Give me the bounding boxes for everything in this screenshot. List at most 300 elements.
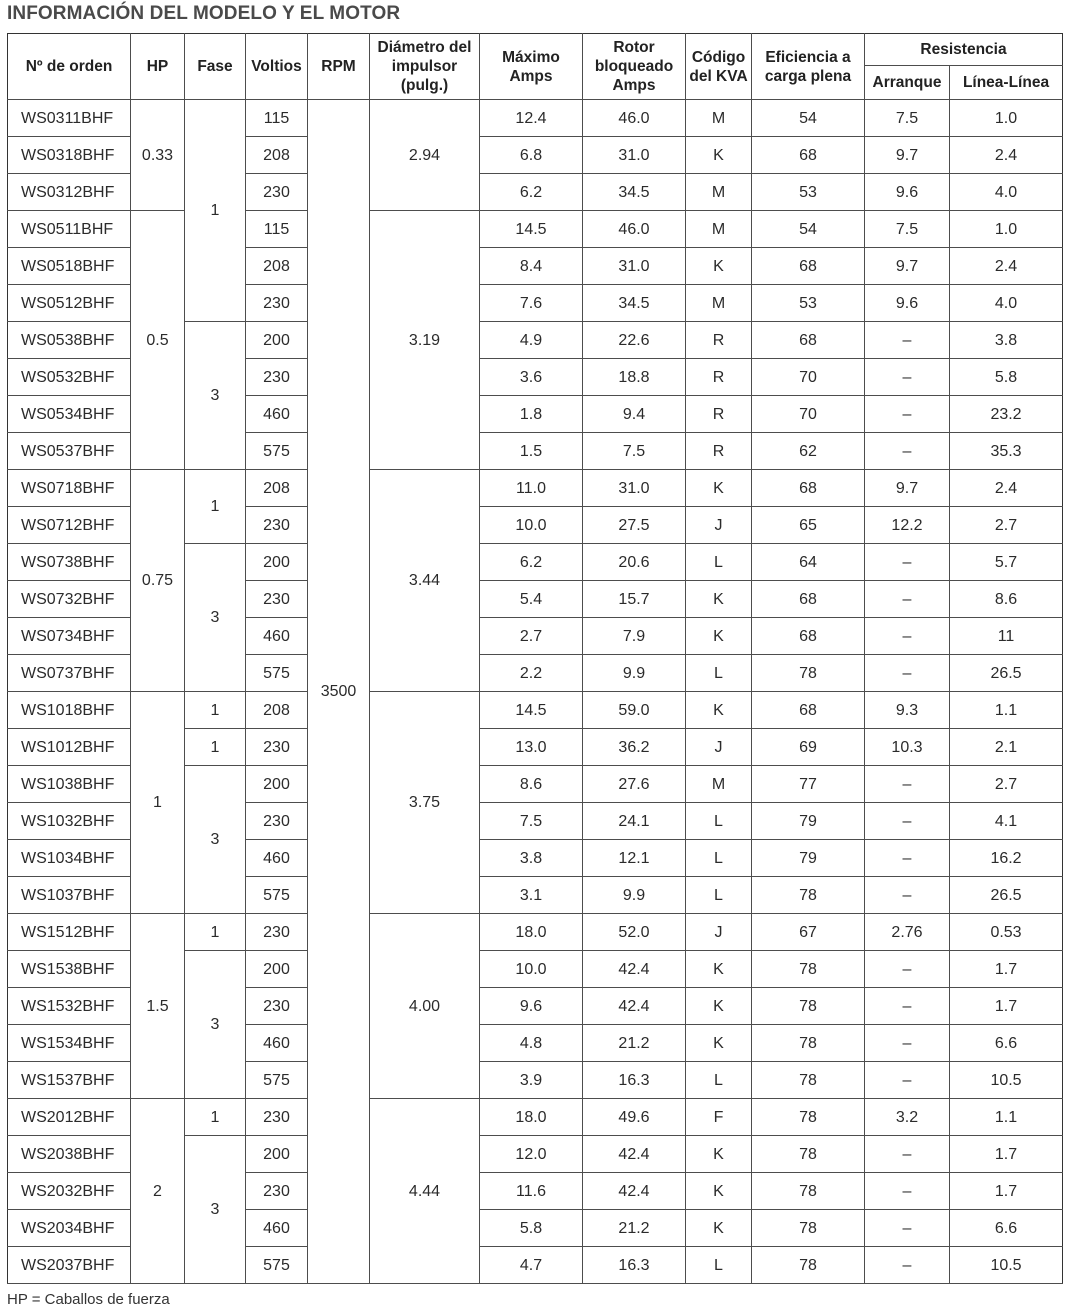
header-kva: Código del KVA: [686, 34, 752, 100]
volts-cell: 460: [246, 396, 308, 433]
line-resistance-cell: 2.1: [950, 729, 1063, 766]
header-hp: HP: [131, 34, 185, 100]
start-resistance-cell: 9.7: [865, 470, 950, 507]
kva-code-cell: R: [686, 359, 752, 396]
kva-code-cell: L: [686, 840, 752, 877]
kva-code-cell: K: [686, 137, 752, 174]
volts-cell: 208: [246, 137, 308, 174]
efficiency-cell: 78: [752, 1099, 865, 1136]
kva-code-cell: K: [686, 692, 752, 729]
line-resistance-cell: 1.0: [950, 100, 1063, 137]
line-resistance-cell: 1.1: [950, 1099, 1063, 1136]
kva-code-cell: K: [686, 951, 752, 988]
max-amps-cell: 4.7: [480, 1247, 583, 1284]
phase-cell: 1: [185, 729, 246, 766]
efficiency-cell: 78: [752, 988, 865, 1025]
start-resistance-cell: 2.76: [865, 914, 950, 951]
start-resistance-cell: –: [865, 433, 950, 470]
header-start: Arranque: [865, 66, 950, 100]
kva-code-cell: F: [686, 1099, 752, 1136]
efficiency-cell: 78: [752, 1025, 865, 1062]
locked-rotor-cell: 18.8: [583, 359, 686, 396]
locked-rotor-cell: 12.1: [583, 840, 686, 877]
start-resistance-cell: 9.6: [865, 174, 950, 211]
line-resistance-cell: 2.4: [950, 137, 1063, 174]
locked-rotor-cell: 52.0: [583, 914, 686, 951]
volts-cell: 575: [246, 433, 308, 470]
max-amps-cell: 3.8: [480, 840, 583, 877]
volts-cell: 200: [246, 766, 308, 803]
order-number-cell: WS0312BHF: [8, 174, 131, 211]
locked-rotor-cell: 42.4: [583, 951, 686, 988]
kva-code-cell: J: [686, 914, 752, 951]
max-amps-cell: 11.0: [480, 470, 583, 507]
line-resistance-cell: 8.6: [950, 581, 1063, 618]
locked-rotor-cell: 42.4: [583, 1173, 686, 1210]
start-resistance-cell: –: [865, 1136, 950, 1173]
kva-code-cell: M: [686, 100, 752, 137]
phase-cell: 1: [185, 100, 246, 322]
max-amps-cell: 4.8: [480, 1025, 583, 1062]
efficiency-cell: 78: [752, 1210, 865, 1247]
header-rpm: RPM: [308, 34, 370, 100]
locked-rotor-cell: 9.9: [583, 877, 686, 914]
locked-rotor-cell: 7.5: [583, 433, 686, 470]
volts-cell: 575: [246, 1062, 308, 1099]
efficiency-cell: 79: [752, 803, 865, 840]
efficiency-cell: 68: [752, 581, 865, 618]
volts-cell: 208: [246, 692, 308, 729]
volts-cell: 200: [246, 544, 308, 581]
hp-cell: 1: [131, 692, 185, 914]
locked-rotor-cell: 34.5: [583, 174, 686, 211]
order-number-cell: WS1538BHF: [8, 951, 131, 988]
line-resistance-cell: 5.7: [950, 544, 1063, 581]
volts-cell: 460: [246, 840, 308, 877]
kva-code-cell: K: [686, 581, 752, 618]
locked-rotor-cell: 34.5: [583, 285, 686, 322]
order-number-cell: WS1018BHF: [8, 692, 131, 729]
order-number-cell: WS2038BHF: [8, 1136, 131, 1173]
efficiency-cell: 68: [752, 692, 865, 729]
header-line-line: Línea-Línea: [950, 66, 1063, 100]
order-number-cell: WS0318BHF: [8, 137, 131, 174]
volts-cell: 230: [246, 1173, 308, 1210]
kva-code-cell: K: [686, 470, 752, 507]
locked-rotor-cell: 36.2: [583, 729, 686, 766]
line-resistance-cell: 1.1: [950, 692, 1063, 729]
line-resistance-cell: 10.5: [950, 1062, 1063, 1099]
header-max-amps: Máximo Amps: [480, 34, 583, 100]
kva-code-cell: K: [686, 1210, 752, 1247]
start-resistance-cell: 7.5: [865, 211, 950, 248]
order-number-cell: WS1032BHF: [8, 803, 131, 840]
volts-cell: 230: [246, 581, 308, 618]
kva-code-cell: M: [686, 766, 752, 803]
efficiency-cell: 54: [752, 211, 865, 248]
volts-cell: 230: [246, 1099, 308, 1136]
efficiency-cell: 68: [752, 137, 865, 174]
line-resistance-cell: 4.1: [950, 803, 1063, 840]
max-amps-cell: 14.5: [480, 692, 583, 729]
kva-code-cell: K: [686, 1173, 752, 1210]
locked-rotor-cell: 24.1: [583, 803, 686, 840]
locked-rotor-cell: 7.9: [583, 618, 686, 655]
max-amps-cell: 12.0: [480, 1136, 583, 1173]
start-resistance-cell: 9.7: [865, 248, 950, 285]
volts-cell: 460: [246, 618, 308, 655]
start-resistance-cell: –: [865, 1210, 950, 1247]
volts-cell: 230: [246, 507, 308, 544]
order-number-cell: WS0311BHF: [8, 100, 131, 137]
locked-rotor-cell: 42.4: [583, 1136, 686, 1173]
order-number-cell: WS1537BHF: [8, 1062, 131, 1099]
efficiency-cell: 77: [752, 766, 865, 803]
max-amps-cell: 4.9: [480, 322, 583, 359]
kva-code-cell: R: [686, 396, 752, 433]
max-amps-cell: 7.6: [480, 285, 583, 322]
efficiency-cell: 68: [752, 618, 865, 655]
locked-rotor-cell: 16.3: [583, 1247, 686, 1284]
hp-cell: 0.33: [131, 100, 185, 211]
line-resistance-cell: 2.4: [950, 470, 1063, 507]
max-amps-cell: 1.5: [480, 433, 583, 470]
phase-cell: 3: [185, 1136, 246, 1284]
phase-cell: 3: [185, 951, 246, 1099]
max-amps-cell: 3.9: [480, 1062, 583, 1099]
kva-code-cell: M: [686, 211, 752, 248]
line-resistance-cell: 3.8: [950, 322, 1063, 359]
table-row: [8, 1099, 1063, 1136]
volts-cell: 208: [246, 248, 308, 285]
max-amps-cell: 2.2: [480, 655, 583, 692]
max-amps-cell: 14.5: [480, 211, 583, 248]
volts-cell: 200: [246, 951, 308, 988]
order-number-cell: WS0532BHF: [8, 359, 131, 396]
hp-cell: 1.5: [131, 914, 185, 1099]
kva-code-cell: K: [686, 248, 752, 285]
order-number-cell: WS0538BHF: [8, 322, 131, 359]
phase-cell: 3: [185, 322, 246, 470]
efficiency-cell: 53: [752, 174, 865, 211]
order-number-cell: WS1534BHF: [8, 1025, 131, 1062]
line-resistance-cell: 6.6: [950, 1025, 1063, 1062]
phase-cell: 3: [185, 544, 246, 692]
volts-cell: 575: [246, 655, 308, 692]
kva-code-cell: L: [686, 1062, 752, 1099]
line-resistance-cell: 1.7: [950, 1173, 1063, 1210]
order-number-cell: WS0512BHF: [8, 285, 131, 322]
max-amps-cell: 6.2: [480, 174, 583, 211]
kva-code-cell: L: [686, 544, 752, 581]
efficiency-cell: 64: [752, 544, 865, 581]
max-amps-cell: 5.8: [480, 1210, 583, 1247]
order-number-cell: WS2032BHF: [8, 1173, 131, 1210]
order-number-cell: WS0732BHF: [8, 581, 131, 618]
start-resistance-cell: –: [865, 766, 950, 803]
header-efficiency: Eficiencia a carga plena: [752, 34, 865, 100]
diameter-cell: 3.44: [370, 470, 480, 692]
efficiency-cell: 79: [752, 840, 865, 877]
phase-cell: 1: [185, 914, 246, 951]
efficiency-cell: 78: [752, 655, 865, 692]
locked-rotor-cell: 46.0: [583, 100, 686, 137]
order-number-cell: WS0518BHF: [8, 248, 131, 285]
locked-rotor-cell: 27.5: [583, 507, 686, 544]
order-number-cell: WS0734BHF: [8, 618, 131, 655]
volts-cell: 460: [246, 1210, 308, 1247]
efficiency-cell: 68: [752, 322, 865, 359]
hp-cell: 0.75: [131, 470, 185, 692]
line-resistance-cell: 0.53: [950, 914, 1063, 951]
start-resistance-cell: –: [865, 322, 950, 359]
start-resistance-cell: 7.5: [865, 100, 950, 137]
start-resistance-cell: –: [865, 544, 950, 581]
locked-rotor-cell: 21.2: [583, 1210, 686, 1247]
diameter-cell: 4.00: [370, 914, 480, 1099]
start-resistance-cell: –: [865, 951, 950, 988]
efficiency-cell: 69: [752, 729, 865, 766]
volts-cell: 575: [246, 1247, 308, 1284]
order-number-cell: WS1034BHF: [8, 840, 131, 877]
order-number-cell: WS0718BHF: [8, 470, 131, 507]
max-amps-cell: 12.4: [480, 100, 583, 137]
volts-cell: 208: [246, 470, 308, 507]
volts-cell: 460: [246, 1025, 308, 1062]
kva-code-cell: L: [686, 803, 752, 840]
start-resistance-cell: –: [865, 840, 950, 877]
order-number-cell: WS0737BHF: [8, 655, 131, 692]
max-amps-cell: 2.7: [480, 618, 583, 655]
order-number-cell: WS0534BHF: [8, 396, 131, 433]
start-resistance-cell: 9.3: [865, 692, 950, 729]
efficiency-cell: 78: [752, 1136, 865, 1173]
efficiency-cell: 78: [752, 951, 865, 988]
diameter-cell: 3.75: [370, 692, 480, 914]
efficiency-cell: 78: [752, 1173, 865, 1210]
hp-cell: 2: [131, 1099, 185, 1284]
volts-cell: 230: [246, 359, 308, 396]
header-phase: Fase: [185, 34, 246, 100]
start-resistance-cell: –: [865, 618, 950, 655]
locked-rotor-cell: 31.0: [583, 470, 686, 507]
start-resistance-cell: 10.3: [865, 729, 950, 766]
max-amps-cell: 6.2: [480, 544, 583, 581]
table-row: [8, 211, 1063, 248]
max-amps-cell: 11.6: [480, 1173, 583, 1210]
order-number-cell: WS1512BHF: [8, 914, 131, 951]
line-resistance-cell: 2.7: [950, 507, 1063, 544]
max-amps-cell: 1.8: [480, 396, 583, 433]
order-number-cell: WS2034BHF: [8, 1210, 131, 1247]
phase-cell: 1: [185, 692, 246, 729]
line-resistance-cell: 23.2: [950, 396, 1063, 433]
efficiency-cell: 78: [752, 877, 865, 914]
volts-cell: 200: [246, 322, 308, 359]
kva-code-cell: L: [686, 655, 752, 692]
start-resistance-cell: –: [865, 396, 950, 433]
kva-code-cell: K: [686, 988, 752, 1025]
phase-cell: 3: [185, 766, 246, 914]
locked-rotor-cell: 27.6: [583, 766, 686, 803]
volts-cell: 230: [246, 729, 308, 766]
header-diameter: Diámetro del impulsor (pulg.): [370, 34, 480, 100]
max-amps-cell: 10.0: [480, 951, 583, 988]
locked-rotor-cell: 22.6: [583, 322, 686, 359]
locked-rotor-cell: 15.7: [583, 581, 686, 618]
efficiency-cell: 70: [752, 359, 865, 396]
line-resistance-cell: 26.5: [950, 877, 1063, 914]
locked-rotor-cell: 59.0: [583, 692, 686, 729]
kva-code-cell: K: [686, 618, 752, 655]
order-number-cell: WS1037BHF: [8, 877, 131, 914]
efficiency-cell: 78: [752, 1062, 865, 1099]
line-resistance-cell: 11: [950, 618, 1063, 655]
kva-code-cell: R: [686, 322, 752, 359]
efficiency-cell: 68: [752, 248, 865, 285]
start-resistance-cell: –: [865, 1062, 950, 1099]
line-resistance-cell: 4.0: [950, 174, 1063, 211]
locked-rotor-cell: 31.0: [583, 137, 686, 174]
kva-code-cell: K: [686, 1025, 752, 1062]
locked-rotor-cell: 20.6: [583, 544, 686, 581]
volts-cell: 230: [246, 174, 308, 211]
header-locked-rotor: Rotor bloqueado Amps: [583, 34, 686, 100]
line-resistance-cell: 1.0: [950, 211, 1063, 248]
order-number-cell: WS2037BHF: [8, 1247, 131, 1284]
order-number-cell: WS2012BHF: [8, 1099, 131, 1136]
start-resistance-cell: –: [865, 877, 950, 914]
start-resistance-cell: 9.7: [865, 137, 950, 174]
table-row: [8, 100, 1063, 137]
efficiency-cell: 65: [752, 507, 865, 544]
locked-rotor-cell: 9.4: [583, 396, 686, 433]
locked-rotor-cell: 31.0: [583, 248, 686, 285]
volts-cell: 200: [246, 1136, 308, 1173]
order-number-cell: WS0738BHF: [8, 544, 131, 581]
table-row: [8, 692, 1063, 729]
kva-code-cell: J: [686, 729, 752, 766]
line-resistance-cell: 35.3: [950, 433, 1063, 470]
efficiency-cell: 70: [752, 396, 865, 433]
kva-code-cell: K: [686, 1136, 752, 1173]
order-number-cell: WS1532BHF: [8, 988, 131, 1025]
motor-info-table: [7, 33, 1063, 1284]
line-resistance-cell: 10.5: [950, 1247, 1063, 1284]
start-resistance-cell: –: [865, 803, 950, 840]
max-amps-cell: 18.0: [480, 1099, 583, 1136]
start-resistance-cell: –: [865, 1247, 950, 1284]
locked-rotor-cell: 46.0: [583, 211, 686, 248]
locked-rotor-cell: 49.6: [583, 1099, 686, 1136]
line-resistance-cell: 1.7: [950, 1136, 1063, 1173]
phase-cell: 1: [185, 470, 246, 544]
table-row: [8, 914, 1063, 951]
diameter-cell: 4.44: [370, 1099, 480, 1284]
line-resistance-cell: 1.7: [950, 951, 1063, 988]
header-resistance: Resistencia: [865, 34, 1063, 66]
line-resistance-cell: 5.8: [950, 359, 1063, 396]
hp-cell: 0.5: [131, 211, 185, 470]
start-resistance-cell: –: [865, 359, 950, 396]
max-amps-cell: 6.8: [480, 137, 583, 174]
order-number-cell: WS0712BHF: [8, 507, 131, 544]
start-resistance-cell: 3.2: [865, 1099, 950, 1136]
line-resistance-cell: 4.0: [950, 285, 1063, 322]
efficiency-cell: 53: [752, 285, 865, 322]
start-resistance-cell: –: [865, 655, 950, 692]
start-resistance-cell: 12.2: [865, 507, 950, 544]
header-volts: Voltios: [246, 34, 308, 100]
volts-cell: 230: [246, 285, 308, 322]
order-number-cell: WS0537BHF: [8, 433, 131, 470]
diameter-cell: 2.94: [370, 100, 480, 211]
efficiency-cell: 54: [752, 100, 865, 137]
phase-cell: 1: [185, 1099, 246, 1136]
rpm-cell: 3500: [308, 100, 370, 1284]
start-resistance-cell: –: [865, 988, 950, 1025]
efficiency-cell: 78: [752, 1247, 865, 1284]
max-amps-cell: 5.4: [480, 581, 583, 618]
table-row: [8, 470, 1063, 507]
line-resistance-cell: 1.7: [950, 988, 1063, 1025]
kva-code-cell: M: [686, 285, 752, 322]
max-amps-cell: 8.4: [480, 248, 583, 285]
kva-code-cell: R: [686, 433, 752, 470]
volts-cell: 115: [246, 211, 308, 248]
start-resistance-cell: –: [865, 1025, 950, 1062]
line-resistance-cell: 16.2: [950, 840, 1063, 877]
line-resistance-cell: 26.5: [950, 655, 1063, 692]
kva-code-cell: L: [686, 877, 752, 914]
volts-cell: 230: [246, 803, 308, 840]
line-resistance-cell: 6.6: [950, 1210, 1063, 1247]
efficiency-cell: 62: [752, 433, 865, 470]
kva-code-cell: L: [686, 1247, 752, 1284]
line-resistance-cell: 2.7: [950, 766, 1063, 803]
max-amps-cell: 18.0: [480, 914, 583, 951]
kva-code-cell: M: [686, 174, 752, 211]
max-amps-cell: 10.0: [480, 507, 583, 544]
volts-cell: 230: [246, 988, 308, 1025]
order-number-cell: WS1012BHF: [8, 729, 131, 766]
order-number-cell: WS1038BHF: [8, 766, 131, 803]
locked-rotor-cell: 42.4: [583, 988, 686, 1025]
max-amps-cell: 7.5: [480, 803, 583, 840]
max-amps-cell: 3.6: [480, 359, 583, 396]
start-resistance-cell: –: [865, 1173, 950, 1210]
locked-rotor-cell: 16.3: [583, 1062, 686, 1099]
max-amps-cell: 9.6: [480, 988, 583, 1025]
locked-rotor-cell: 21.2: [583, 1025, 686, 1062]
max-amps-cell: 13.0: [480, 729, 583, 766]
efficiency-cell: 67: [752, 914, 865, 951]
start-resistance-cell: –: [865, 581, 950, 618]
kva-code-cell: J: [686, 507, 752, 544]
volts-cell: 230: [246, 914, 308, 951]
max-amps-cell: 8.6: [480, 766, 583, 803]
header-order: Nº de orden: [8, 34, 131, 100]
footnote: HP = Caballos de fuerza: [7, 1291, 170, 1308]
table-body: [8, 100, 1063, 1284]
locked-rotor-cell: 9.9: [583, 655, 686, 692]
order-number-cell: WS0511BHF: [8, 211, 131, 248]
volts-cell: 575: [246, 877, 308, 914]
diameter-cell: 3.19: [370, 211, 480, 470]
start-resistance-cell: 9.6: [865, 285, 950, 322]
efficiency-cell: 68: [752, 470, 865, 507]
max-amps-cell: 3.1: [480, 877, 583, 914]
